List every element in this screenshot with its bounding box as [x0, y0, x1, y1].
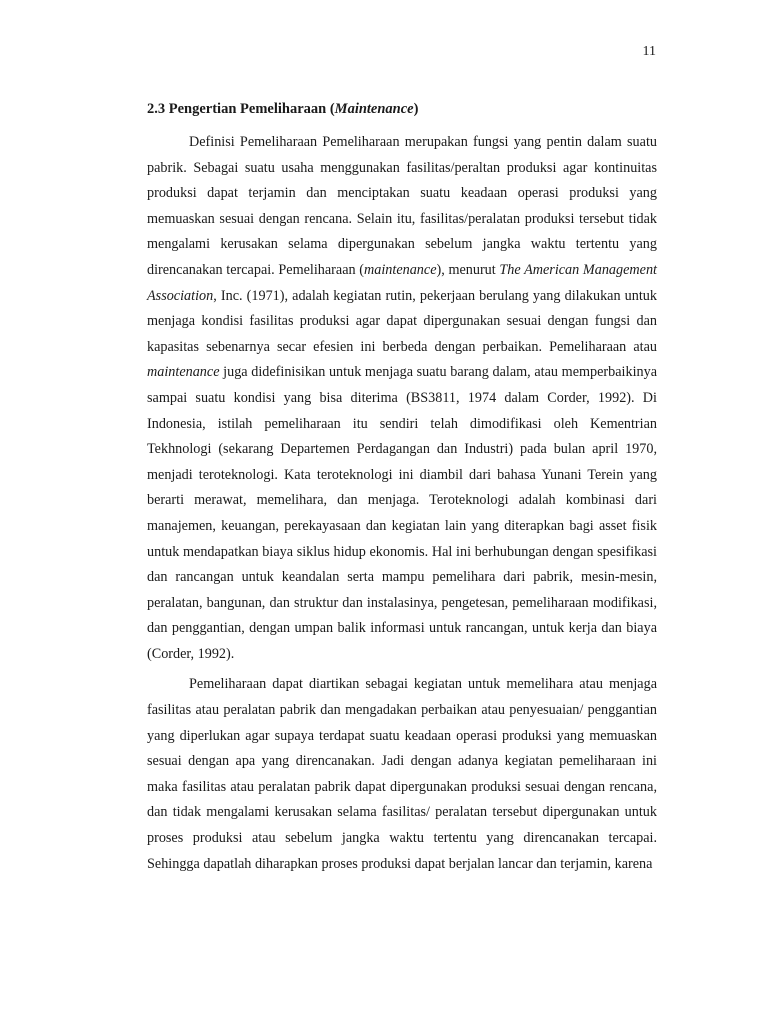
- paragraph-1-italic-1: maintenance: [364, 261, 437, 278]
- section-heading-suffix: ): [413, 101, 419, 117]
- page-number: 11: [642, 44, 656, 59]
- paragraph-1-text-1: Definisi Pemeliharaan Pemeliharaan merupakan fungsi yang pentin dalam suatu pabrik. Sebagai suatu usaha menggunakan fasilitas/peraltan produksi agar kontinuitas produksi dapat terjamin dan menciptakan suatu keadaan operasi produksi yang memuaskan sesuai dengan rencana. Selain itu, fasilitas/peralatan produksi tersebut tidak mengalami kerusakan selama dipergunakan sebelum jangka waktu tertentu yang direncanakan tercapai. Pemeliharaan (: [147, 134, 657, 278]
- paragraph-1-italic-2: The American Management Association: [147, 261, 657, 304]
- section-heading-italic: Maintenance: [334, 101, 414, 117]
- paragraph-1-text-3: , Inc. (1971), adalah kegiatan rutin, pekerjaan berulang yang dilakukan untuk menjaga kondisi fasilitas produksi agar dapat dipergunakan sesuai dengan fungsi dan kapasitas sebenarnya secar efesien ini berbeda dengan perbaikan. Pemeliharaan atau: [147, 287, 657, 355]
- paragraph-2: Pemeliharaan dapat diartikan sebagai kegiatan untuk memelihara atau menjaga fasilitas atau peralatan pabrik dan mengadakan perbaikan atau penyesuaian/ penggantian yang diperlukan agar supaya terdapat suatu keadaan operasi produksi yang memuaskan sesuai dengan apa yang direncanakan. Jadi dengan adanya kegiatan pemeliharaan ini maka fasilitas atau peralatan pabrik dapat dipergunakan produksi sesuai dengan rencana, dan tidak mengalami kerusakan selama fasilitas/ peralatan tersebut dipergunakan untuk proses produksi atau sebelum jangka waktu tertentu yang direncanakan tercapai. Sehingga dapatlah diharapkan proses produksi dapat berjalan lancar dan terjamin, karena: [147, 676, 657, 872]
- section-heading: [147, 98, 657, 120]
- document-body: [147, 98, 657, 877]
- paragraph-1: [147, 130, 657, 667]
- paragraph-1-text-4: juga didefinisikan untuk menjaga suatu barang dalam, atau memperbaikinya sampai suatu kondisi yang bisa diterima (BS3811, 1974 dalam Corder, 1992). Di Indonesia, istilah pemeliharaan itu sendiri telah dimodifikasi oleh Kementrian Tekhnologi (sekarang Departemen Perdagangan dan Industri) pada bulan april 1970, menjadi teroteknologi. Kata teroteknologi ini diambil dari bahasa Yunani Terein yang berarti merawat, memelihara, dan menjaga. Teroteknologi adalah kombinasi dari manajemen, keuangan, perekayasaan dan kegiatan lain yang diterapkan bagi asset fisik untuk mendapatkan biaya siklus hidup ekonomis. Hal ini berhubungan dengan spesifikasi dan rancangan untuk keandalan serta mampu pemelihara dari pabrik, mesin-mesin, peralatan, bangunan, dan struktur dan instalasinya, pengetesan, pemeliharaan modifikasi, dan penggantian, dengan umpan balik informasi untuk rancangan, untuk kerja dan biaya (Corder, 1992).: [147, 364, 657, 662]
- paragraph-1-italic-3: maintenance: [147, 364, 220, 381]
- paragraph-1-text-2: ), menurut: [436, 261, 500, 278]
- section-heading-prefix: 2.3 Pengertian Pemeliharaan (: [147, 101, 335, 117]
